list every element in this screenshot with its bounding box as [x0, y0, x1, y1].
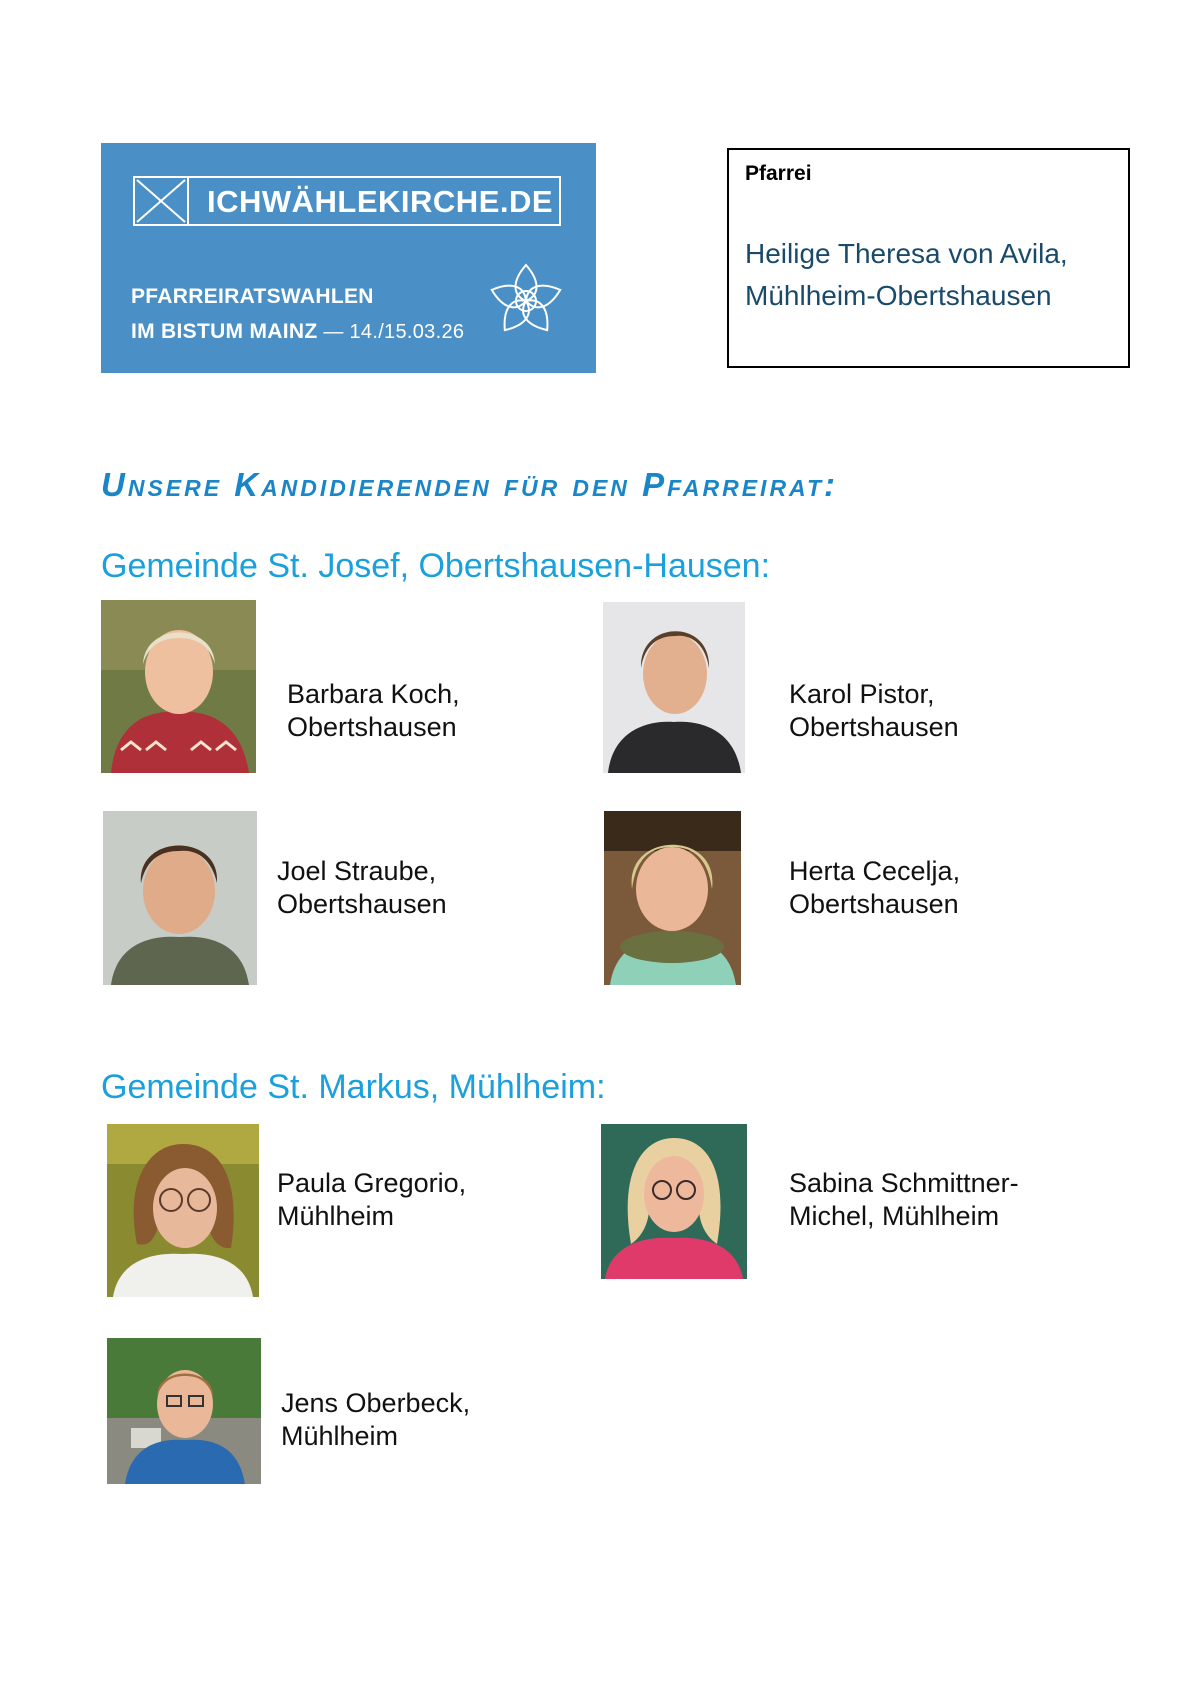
parish-box: [727, 148, 1130, 368]
election-banner: [101, 143, 596, 373]
banner-domain: ICHWÄHLEKIRCHE.DE: [207, 184, 554, 219]
banner-title: PFARREIRATSWAHLEN: [131, 285, 374, 308]
candidate-name: Paula Gregorio, Mühlheim: [277, 1168, 467, 1231]
candidate-name: Joel Straube, Obertshausen: [277, 856, 447, 919]
candidate-name: Jens Oberbeck, Mühlheim: [281, 1388, 471, 1451]
section-heading-st-josef: Gemeinde St. Josef, Obertshausen-Hausen:: [101, 547, 771, 585]
candidate-name: Herta Cecelja, Obertshausen: [789, 856, 961, 919]
candidate-name: Barbara Koch, Obertshausen: [287, 679, 460, 742]
section-heading-st-markus: Gemeinde St. Markus, Mühlheim:: [101, 1068, 606, 1106]
candidate-name: Sabina Schmittner- Michel, Mühlheim: [789, 1168, 1019, 1231]
candidate-photo: [604, 811, 741, 985]
parish-label: Pfarrei: [745, 162, 812, 185]
star-flower-logo: [485, 260, 567, 342]
candidate-photo: [601, 1124, 747, 1279]
candidate-name: Karol Pistor, Obertshausen: [789, 679, 959, 742]
banner-date: 14./15.03.26: [349, 321, 465, 343]
banner-subtitle: IM BISTUM MAINZ — 14./15.03.26: [131, 320, 465, 343]
main-heading: Unsere Kandidierenden für den Pfarreirat:: [101, 466, 838, 503]
banner-domain-frame: [133, 176, 561, 226]
candidate-photo: [103, 811, 257, 985]
candidate-photo: [107, 1124, 259, 1297]
parish-name: Heilige Theresa von Avila, Mühlheim-Obertshausen: [745, 238, 1068, 311]
candidate-photo: [603, 602, 745, 773]
candidate-photo: [101, 600, 256, 773]
ballot-cross-icon: [135, 178, 189, 224]
candidate-photo: [107, 1338, 261, 1484]
